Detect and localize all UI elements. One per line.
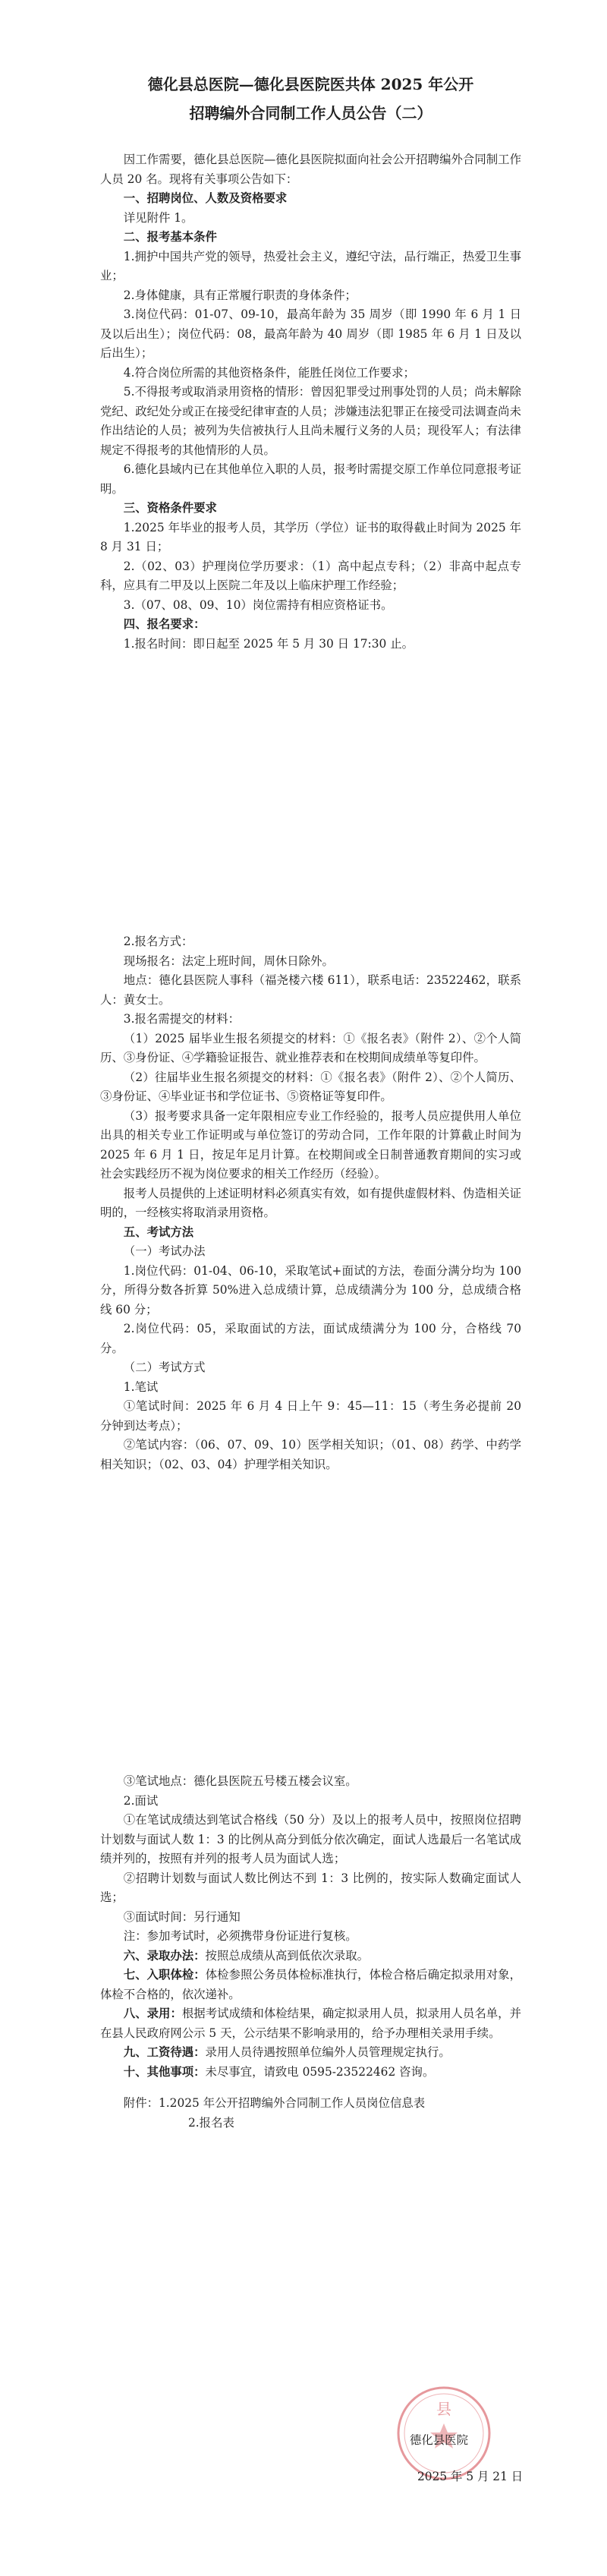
section-6-text: 按照总成绩从高到低依次录取。 bbox=[205, 1948, 370, 1963]
written-exam-content: ②笔试内容：（06、07、09、10）医学相关知识；（01、08）药学、中药学相关知识；（02、03、04）护理学相关知识。 bbox=[100, 1438, 521, 1471]
section-5-heading: 五、考试方法 bbox=[123, 1225, 194, 1239]
section-8 bbox=[100, 2004, 521, 2043]
section-3-item-3: 3.（07、08、09、10）岗位需持有相应资格证书。 bbox=[123, 597, 393, 612]
attachment-1: 附件：1.2025 年公开招聘编外合同制工作人员岗位信息表 bbox=[123, 2096, 426, 2110]
section-7-text: 体检参照公务员体检标准执行，体检合格后确定拟录用对象，体检不合格的，依次递补。 bbox=[100, 1968, 521, 2001]
section-4-heading: 四、报名要求： bbox=[123, 617, 206, 631]
section-2-item-2: 2.身体健康，具有正常履行职责的身体条件； bbox=[123, 288, 357, 302]
section-5-method-1: 1.岗位代码：01-04、06-10，采取笔试+面试的方法，卷面分满分均为 100 分，所得分数各折算 50%进入总成绩计算，总成绩满分为 100 分，总成绩合格线 60 分； bbox=[100, 1263, 521, 1316]
exam-note: 注：参加考试时，必须携带身份证进行复核。 bbox=[123, 1929, 357, 1943]
interview-heading: 2.面试 bbox=[123, 1793, 159, 1808]
section-1-heading: 一、招聘岗位、人数及资格要求 bbox=[123, 191, 288, 205]
section-10-text: 未尽事宜，请致电 0595-23522462 咨询。 bbox=[205, 2064, 435, 2079]
section-4-item-3: 3.报名需提交的材料： bbox=[123, 1012, 240, 1026]
section-7-heading: 七、入职体检： bbox=[123, 1968, 206, 1982]
section-2-item-6: 6.德化县域内已在其他单位入职的人员，报考时需提交原工作单位同意报考证明。 bbox=[100, 462, 521, 496]
section-2-heading: 二、报考基本条件 bbox=[123, 230, 217, 244]
section-4-item-1: 1.报名时间：即日起至 2025 年 5 月 30 日 17:30 止。 bbox=[123, 636, 414, 651]
document-title bbox=[100, 70, 521, 128]
document-page-3 bbox=[100, 1772, 521, 2133]
section-4-note: 报考人员提供的上述证明材料必须真实有效，如有提供虚假材料、伪造相关证明的，一经核实将取消录用资格。 bbox=[100, 1186, 521, 1219]
section-9-text: 录用人员待遇按照单位编外人员管理规定执行。 bbox=[205, 2045, 451, 2059]
section-9-heading: 九、工资待遇： bbox=[123, 2045, 206, 2059]
written-exam-time: ①笔试时间：2025 年 6 月 4 日上午 9：45—11：15（考生务必提前 20 分钟到达考点）； bbox=[100, 1399, 521, 1433]
section-3-item-1: 1.2025 年毕业的报考人员，其学历（学位）证书的取得截止时间为 2025 年 8 月 31 日； bbox=[100, 520, 521, 553]
section-4-item-2: 2.报名方式： bbox=[123, 935, 193, 948]
section-4-item-3a: （1）2025 届毕业生报名须提交的材料：①《报名表》（附件 2）、②个人简历、③身份证、④学籍验证报告、就业推荐表和在校期间成绩单等复印件。 bbox=[100, 1031, 521, 1064]
section-5-sub-2: （二）考试方式 bbox=[123, 1361, 206, 1374]
document-page-1 bbox=[100, 70, 521, 654]
section-3-item-2: 2.（02、03）护理岗位学历要求：（1）高中起点专科；（2）非高中起点专科，应具有二甲及以上医院二年及以上临床护理工作经验； bbox=[100, 559, 521, 592]
interview-item-2: ②招聘计划数与面试人数比例达不到 1：3 比例的，按实际人数确定面试人选； bbox=[100, 1871, 521, 1904]
section-2-item-4: 4.符合岗位所需的其他资格条件，能胜任岗位工作要求； bbox=[123, 365, 415, 380]
interview-item-3: ③面试时间：另行通知 bbox=[123, 1909, 241, 1924]
section-9 bbox=[100, 2043, 521, 2063]
section-8-text: 根据考试成绩和体检结果，确定拟录用人员，拟录用人员名单，并在县人民政府网公示 5 天，公示结果不影响录用的，给予办理相关录用手续。 bbox=[100, 2007, 521, 2040]
section-4-item-3b: （2）往届毕业生报名须提交的材料：①《报名表》（附件 2）、②个人简历、③身份证、④毕业证书和学位证书、⑤资格证等复印件。 bbox=[100, 1070, 521, 1103]
signature-org: 德化县医院 bbox=[410, 2433, 468, 2447]
section-4-item-3c: （3）报考要求具备一定年限相应专业工作经验的，报考人员应提供用人单位出具的相关专业工作证明或与单位签订的劳动合同，工作年限的计算截止时间为 2025 年 6 月 1 日，按足年足月计算。在校期间或全日制普通教育期间的实习或社会实践经历不视为岗位要求的相关工作经历（经验）。 bbox=[100, 1108, 521, 1181]
section-7 bbox=[100, 1966, 521, 2004]
section-4-item-2a: 现场报名：法定上班时间，周休日除外。 bbox=[123, 954, 334, 968]
section-5-method-2: 2.岗位代码：05，采取面试的方法，面试成绩满分为 100 分，合格线 70 分。 bbox=[100, 1322, 521, 1355]
section-5-sub-1: （一）考试办法 bbox=[123, 1244, 206, 1258]
intro-paragraph: 因工作需要，德化县总医院—德化县医院拟面向社会公开招聘编外合同制工作人员 20 名。现将有关事项公告如下： bbox=[100, 153, 521, 186]
written-exam-heading: 1.笔试 bbox=[123, 1379, 159, 1394]
seal-character: 县 bbox=[436, 2400, 451, 2418]
section-4-item-2b: 地点：德化县医院人事科（福尧楼六楼 611），联系电话：23522462，联系人：黄女士。 bbox=[100, 973, 521, 1007]
section-10-heading: 十、其他事项： bbox=[123, 2064, 206, 2079]
document-page-2 bbox=[100, 932, 521, 1474]
section-3-heading: 三、资格条件要求 bbox=[123, 501, 217, 515]
title-line-2: 招聘编外合同制工作人员公告（二） bbox=[189, 104, 432, 122]
title-line-1: 德化县总医院—德化县医院医共体 2025 年公开 bbox=[147, 75, 474, 93]
signature-block bbox=[395, 2384, 524, 2498]
interview-item-1: ①在笔试成绩达到笔试合格线（50 分）及以上的报考人员中，按照岗位招聘计划数与面试人数 1：3 的比例从高分到低分依次确定，面试人选最后一名笔试成绩并列的，按照有并列的报考人员为面试人选； bbox=[100, 1813, 521, 1865]
attachment-2: 2.报名表 bbox=[188, 2115, 234, 2130]
section-1-text: 详见附件 1。 bbox=[123, 210, 193, 225]
section-2-item-3: 3.岗位代码：01-07、09-10，最高年龄为 35 周岁（即 1990 年 6 月 1 日及以后出生）；岗位代码：08，最高年龄为 40 周岁（即 1985 年 6 月 1 日及以后出生）； bbox=[100, 307, 521, 360]
section-6-heading: 六、录取办法： bbox=[123, 1948, 206, 1963]
signature-date: 2025 年 5 月 21 日 bbox=[417, 2470, 524, 2483]
written-exam-location: ③笔试地点：德化县医院五号楼五楼会议室。 bbox=[123, 1774, 357, 1788]
section-2-item-5: 5.不得报考或取消录用资格的情形：曾因犯罪受过刑事处罚的人员；尚未解除党纪、政纪处分或正在接受纪律审查的人员；涉嫌违法犯罪正在接受司法调查尚未作出结论的人员；被列为失信被执行人且尚未履行义务的人员；现役军人；有法律规定不得报考的其他情形的人员。 bbox=[100, 385, 521, 457]
section-6 bbox=[100, 1947, 521, 1966]
section-8-heading: 八、录用： bbox=[123, 2007, 182, 2020]
section-2-item-1: 1.拥护中国共产党的领导，热爱社会主义，遵纪守法，品行端正，热爱卫生事业； bbox=[100, 249, 521, 282]
section-10 bbox=[100, 2063, 521, 2083]
